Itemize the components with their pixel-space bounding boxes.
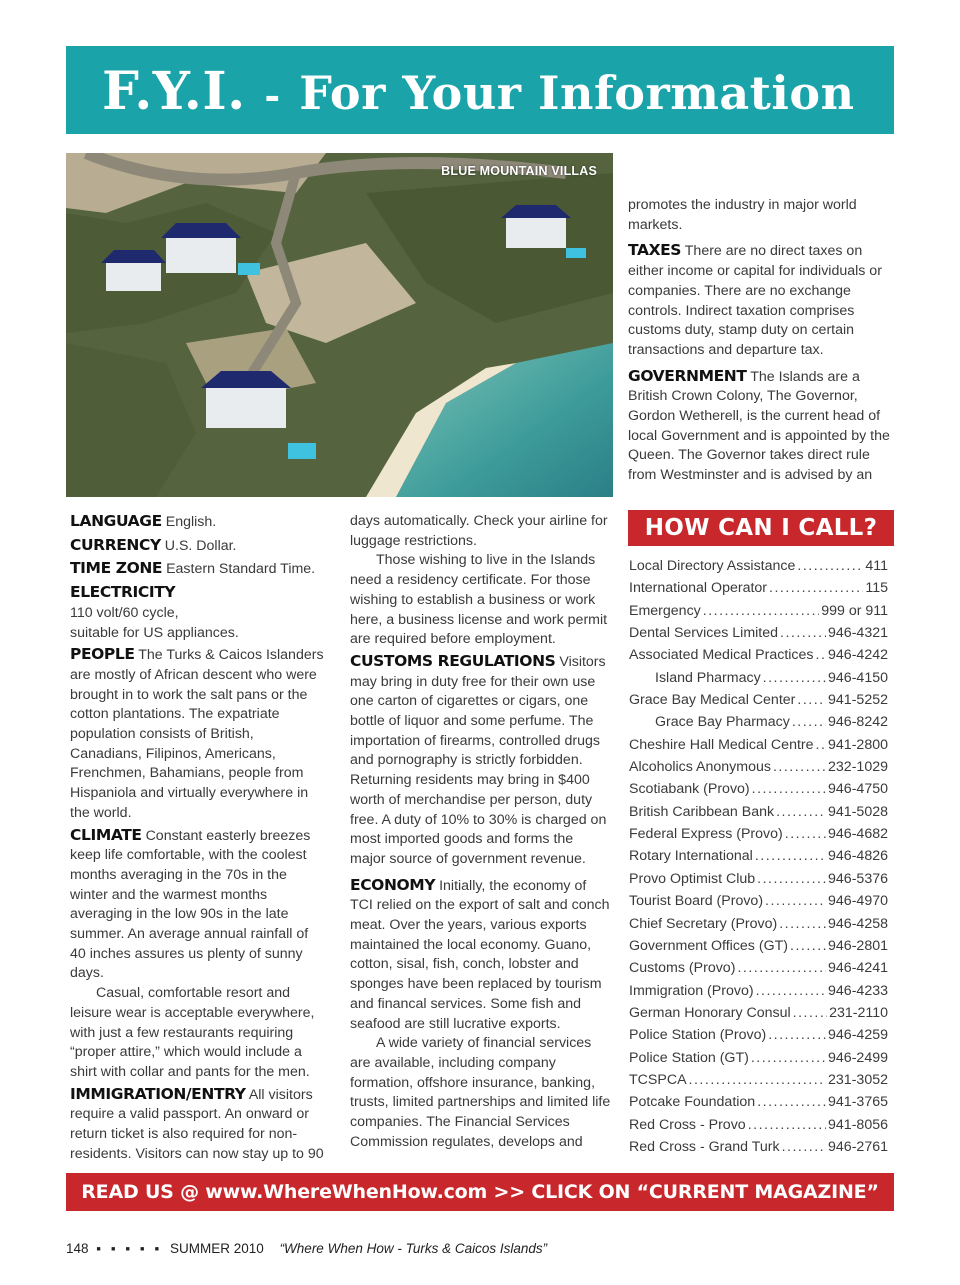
directory-name: Scotiabank (Provo)	[629, 781, 750, 798]
climate-heading: CLIMATE	[70, 825, 142, 844]
directory-row	[629, 1069, 888, 1091]
directory-phone: 231-3052	[828, 1071, 888, 1088]
leader-dots	[748, 1114, 826, 1136]
aerial-photo	[66, 153, 613, 497]
phone-directory	[629, 555, 888, 1158]
directory-name: Emergency	[629, 602, 701, 619]
leader-dots	[751, 1047, 826, 1069]
directory-row	[629, 823, 888, 845]
page-title	[102, 52, 892, 132]
directory-name: Grace Bay Medical Center	[629, 692, 796, 709]
taxes-heading: TAXES	[628, 241, 682, 260]
directory-row	[629, 801, 888, 823]
promotes-text: promotes the industry in major world markets.	[628, 197, 857, 233]
directory-row	[629, 1047, 888, 1069]
directory-name: Dental Services Limited	[629, 625, 779, 642]
website-banner[interactable]: READ US @ www.WhereWhenHow.com >> CLICK ON “CURRENT MAGAZINE”	[66, 1173, 894, 1211]
directory-phone: 115	[865, 580, 888, 597]
currency-line	[70, 536, 325, 557]
directory-phone: 232-1029	[828, 759, 888, 776]
directory-phone: 941-3765	[828, 1094, 888, 1111]
directory-row	[629, 1024, 888, 1046]
title-banner	[66, 46, 894, 134]
climate-section	[70, 826, 325, 985]
directory-phone: 946-4258	[828, 915, 888, 932]
directory-phone: 946-4259	[828, 1027, 888, 1044]
leader-dots	[763, 667, 826, 689]
currency-text: U.S. Dollar.	[164, 537, 237, 554]
title-main: F.Y.I.	[102, 61, 246, 122]
directory-phone: 946-4233	[828, 982, 888, 999]
directory-phone: 411	[865, 558, 888, 574]
taxes-section	[628, 241, 894, 360]
directory-name: Provo Optimist Club	[629, 870, 756, 887]
leader-dots	[790, 935, 826, 957]
directory-row	[629, 1114, 888, 1136]
directory-name: Cheshire Hall Medical Centre	[629, 736, 814, 753]
directory-row	[629, 577, 888, 599]
directory-row	[629, 667, 888, 689]
directory-name: Police Station (GT)	[629, 1049, 749, 1066]
directory-name: Immigration (Provo)	[629, 982, 754, 999]
leader-dots	[689, 1069, 826, 1091]
directory-phone: 941-8056	[828, 1116, 888, 1133]
leader-dots	[769, 577, 863, 599]
customs-section	[350, 652, 612, 870]
directory-row	[629, 1091, 888, 1113]
directory-name: Tourist Board (Provo)	[629, 893, 764, 910]
how-can-i-call-banner: HOW CAN I CALL?	[628, 510, 894, 546]
directory-phone: 946-4750	[828, 781, 888, 798]
directory-name: Chief Secretary (Provo)	[629, 915, 778, 932]
photo-caption: BLUE MOUNTAIN VILLAS	[441, 164, 597, 178]
leader-dots	[793, 1002, 827, 1024]
directory-name: Alcoholics Anonymous	[629, 759, 771, 776]
leader-dots	[776, 801, 826, 823]
directory-row	[629, 555, 888, 577]
title-separator: -	[264, 73, 281, 118]
economy-text: Initially, the economy of TCI relied on the export of salt and conch meat. Over the years, various exports maintained the local economy. Guano, cotton, sisal, fish, conch, lobster and sponges have been replaced by tourism and financal services. Some fish and seafood are still lucrative exports.	[350, 877, 610, 1032]
taxes-text: There are no direct taxes on either income or capital for individuals or companies. There are no exchange controls. Indirect taxation comprises customs duty, stamp duty on certain transactions and departure tax.	[628, 243, 882, 358]
directory-phone: 946-8242	[828, 714, 888, 731]
directory-phone: 946-4826	[828, 848, 888, 865]
leader-dots	[756, 980, 826, 1002]
directory-name: International Operator	[629, 580, 768, 597]
right-column-text	[628, 196, 894, 486]
directory-phone: 231-2110	[829, 1004, 888, 1021]
leader-dots	[755, 845, 826, 867]
folio-bullets: ▪ ▪ ▪ ▪ ▪	[96, 1241, 163, 1256]
directory-row	[629, 1136, 888, 1158]
leader-dots	[780, 622, 826, 644]
directory-name: Police Station (Provo)	[629, 1027, 767, 1044]
directory-name: Rotary International	[629, 848, 753, 865]
directory-name: Potcake Foundation	[629, 1094, 756, 1111]
customs-text: Visitors may bring in duty free for their own use one carton of cigarettes or cigars, one bottle of liquor and some perfume. The importation of firearms, controlled drugs and pornography is strictly forbidden. Returning residents may bring in $400 worth of merchandise per person, duty free. A duty of 10% to 30% is charged on most imported goods and forms the major source of government revenue.	[350, 653, 607, 867]
directory-row	[629, 1002, 888, 1024]
leader-dots	[816, 644, 827, 666]
leader-dots	[757, 868, 826, 890]
language-heading: LANGUAGE	[70, 512, 162, 530]
leader-dots	[816, 734, 827, 756]
directory-phone: 946-5376	[828, 870, 888, 887]
immigration-section	[70, 1085, 325, 1165]
middle-column-text	[350, 512, 612, 1153]
directory-row	[629, 689, 888, 711]
leader-dots	[768, 1024, 826, 1046]
directory-phone: 946-4682	[828, 826, 888, 843]
directory-phone: 946-2499	[828, 1049, 888, 1066]
timezone-heading: TIME ZONE	[70, 559, 163, 578]
directory-row	[629, 711, 888, 733]
directory-row	[629, 734, 888, 756]
directory-phone: 946-4970	[828, 893, 888, 910]
directory-row	[629, 644, 888, 666]
electricity-heading-line	[70, 583, 325, 604]
directory-name: Island Pharmacy	[655, 669, 761, 686]
directory-name: Government Offices (GT)	[629, 937, 788, 954]
title-subtitle: For Your Information	[299, 66, 855, 120]
leader-dots	[792, 711, 826, 733]
directory-phone: 946-2761	[828, 1138, 888, 1155]
leader-dots	[737, 957, 826, 979]
electricity-text-2: suitable for US appliances.	[70, 624, 239, 641]
people-section	[70, 645, 325, 823]
directory-phone: 946-2801	[828, 937, 888, 954]
directory-row	[629, 622, 888, 644]
page-folio	[66, 1239, 766, 1259]
climate-text: Constant easterly breezes keep life comfortable, with the coolest months averaging in the 70s in the winter and the warmest months averaging in the low 90s in the late summer. An average annual rainfall of 40 inches assures us plenty of sunny days.	[70, 827, 311, 982]
directory-phone: 941-2800	[828, 736, 888, 753]
directory-name: Local Directory Assistance	[629, 558, 796, 574]
directory-name: Grace Bay Pharmacy	[655, 714, 790, 731]
customs-heading: CUSTOMS REGULATIONS	[350, 651, 556, 670]
electricity-text-1: 110 volt/60 cycle,	[70, 604, 179, 621]
government-section	[628, 367, 894, 486]
leader-dots	[797, 689, 826, 711]
directory-row	[629, 980, 888, 1002]
directory-row	[629, 600, 888, 622]
government-text: The Islands are a British Crown Colony, The Governor, Gordon Wetherell, is the current head of local Government and is appointed by the Queen. The Governor takes direct rule from Westminster and is advised by an	[628, 368, 890, 484]
economy-section	[350, 876, 612, 1035]
government-heading: GOVERNMENT	[628, 366, 747, 385]
directory-row	[629, 756, 888, 778]
attire-text: Casual, comfortable resort and leisure wear is acceptable everywhere, with just a few restaurants requiring “proper attire,” which would include a shirt with collar and pants for the men.	[70, 985, 315, 1080]
directory-row	[629, 868, 888, 890]
directory-row	[629, 890, 888, 912]
leader-dots	[785, 823, 826, 845]
directory-phone: 946-4241	[828, 960, 888, 977]
directory-name: German Honorary Consul	[629, 1004, 791, 1021]
directory-row	[629, 957, 888, 979]
directory-name: Red Cross - Provo	[629, 1116, 746, 1133]
timezone-text: Eastern Standard Time.	[166, 561, 316, 578]
immigration-text: All visitors require a valid passport. An onward or return ticket is also required for non-residents. Visitors can now stay up to 90	[70, 1086, 324, 1162]
leader-dots	[779, 913, 826, 935]
directory-phone: 946-4321	[828, 625, 888, 642]
currency-heading: CURRENCY	[70, 535, 161, 554]
luggage-text: days automatically. Check your airline for luggage restrictions.	[350, 513, 608, 549]
issue-label: SUMMER 2010	[170, 1241, 264, 1256]
directory-name: TCSPCA	[629, 1071, 687, 1088]
financial-services-text: A wide variety of financial services are available, including company formation, offshore insurance, banking, trusts, limited partnerships and limited life companies. The Financial Services Commission regulates, develops and	[350, 1035, 611, 1150]
people-heading: PEOPLE	[70, 645, 135, 664]
directory-name: Customs (Provo)	[629, 960, 736, 977]
directory-phone: 941-5028	[828, 803, 888, 820]
directory-row	[629, 935, 888, 957]
leader-dots	[782, 1136, 826, 1158]
leader-dots	[797, 555, 863, 577]
directory-row	[629, 913, 888, 935]
directory-name: Federal Express (Provo)	[629, 826, 783, 843]
leader-dots	[703, 600, 819, 622]
residency-text: Those wishing to live in the Islands need a residency certificate. For those wishing to establish a business or work here, a business license and work permit are required before employment.	[350, 552, 608, 648]
page-number: 148	[66, 1241, 89, 1256]
immigration-heading: IMMIGRATION/ENTRY	[70, 1084, 246, 1103]
directory-phone: 946-4150	[828, 669, 888, 686]
leader-dots	[773, 756, 826, 778]
people-text: The Turks & Caicos Islanders are mostly of African descent who were brought in to work the salt pans or the cotton plantations. The expatriate population consists of British, Canadians, Filipinos, Americans, Frenchmen, Bahamians, people from Hispaniola and virtually everywhere in the world.	[70, 647, 324, 821]
magazine-name: “Where When How - Turks & Caicos Islands”	[279, 1241, 548, 1256]
electricity-heading: ELECTRICITY	[70, 583, 176, 602]
aerial-photo-illustration	[66, 153, 613, 497]
directory-row	[629, 845, 888, 867]
directory-name: Associated Medical Practices	[629, 647, 814, 664]
directory-phone: 946-4242	[828, 647, 888, 664]
directory-row	[629, 778, 888, 800]
directory-name: Red Cross - Grand Turk	[629, 1138, 780, 1155]
economy-heading: ECONOMY	[350, 875, 436, 894]
left-column-text	[70, 512, 325, 1165]
language-text: English.	[165, 514, 217, 530]
timezone-line	[70, 559, 325, 580]
directory-phone: 941-5252	[828, 692, 888, 709]
leader-dots	[757, 1091, 826, 1113]
leader-dots	[765, 890, 826, 912]
language-line	[70, 512, 325, 533]
directory-name: British Caribbean Bank	[629, 803, 775, 820]
leader-dots	[752, 778, 826, 800]
directory-phone: 999 or 911	[821, 602, 888, 619]
